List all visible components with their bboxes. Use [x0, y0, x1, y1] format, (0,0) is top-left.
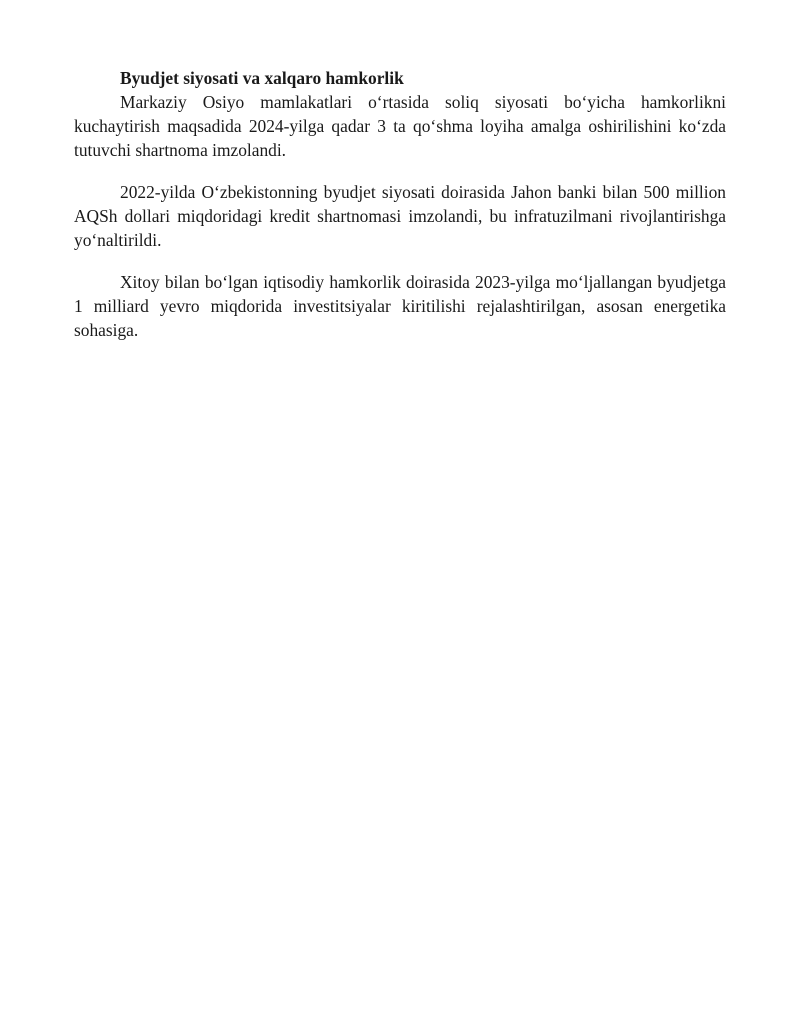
- section-heading: Byudjet siyosati va xalqaro hamkorlik: [120, 68, 404, 88]
- document-body: [74, 66, 726, 360]
- paragraph-3: Xitoy bilan bo‘lgan iqtisodiy hamkorlik doirasida 2023-yilga mo‘ljallangan byudjetga 1 milliard yevro miqdorida investitsiyalar kiritilishi rejalashtirilgan, asosan energetika sohasiga.: [74, 272, 726, 340]
- paragraph-2: 2022-yilda O‘zbekistonning byudjet siyosati doirasida Jahon banki bilan 500 million AQSh dollari miqdoridagi kredit shartnomasi imzolandi, bu infratuzilmani rivojlantirishga yo‘naltirildi.: [74, 182, 726, 250]
- paragraph-1: Markaziy Osiyo mamlakatlari o‘rtasida soliq siyosati bo‘yicha hamkorlikni kuchaytirish maqsadida 2024-yilga qadar 3 ta qo‘shma loyiha amalga oshirilishini ko‘zda tutuvchi shartnoma imzolandi.: [74, 92, 726, 160]
